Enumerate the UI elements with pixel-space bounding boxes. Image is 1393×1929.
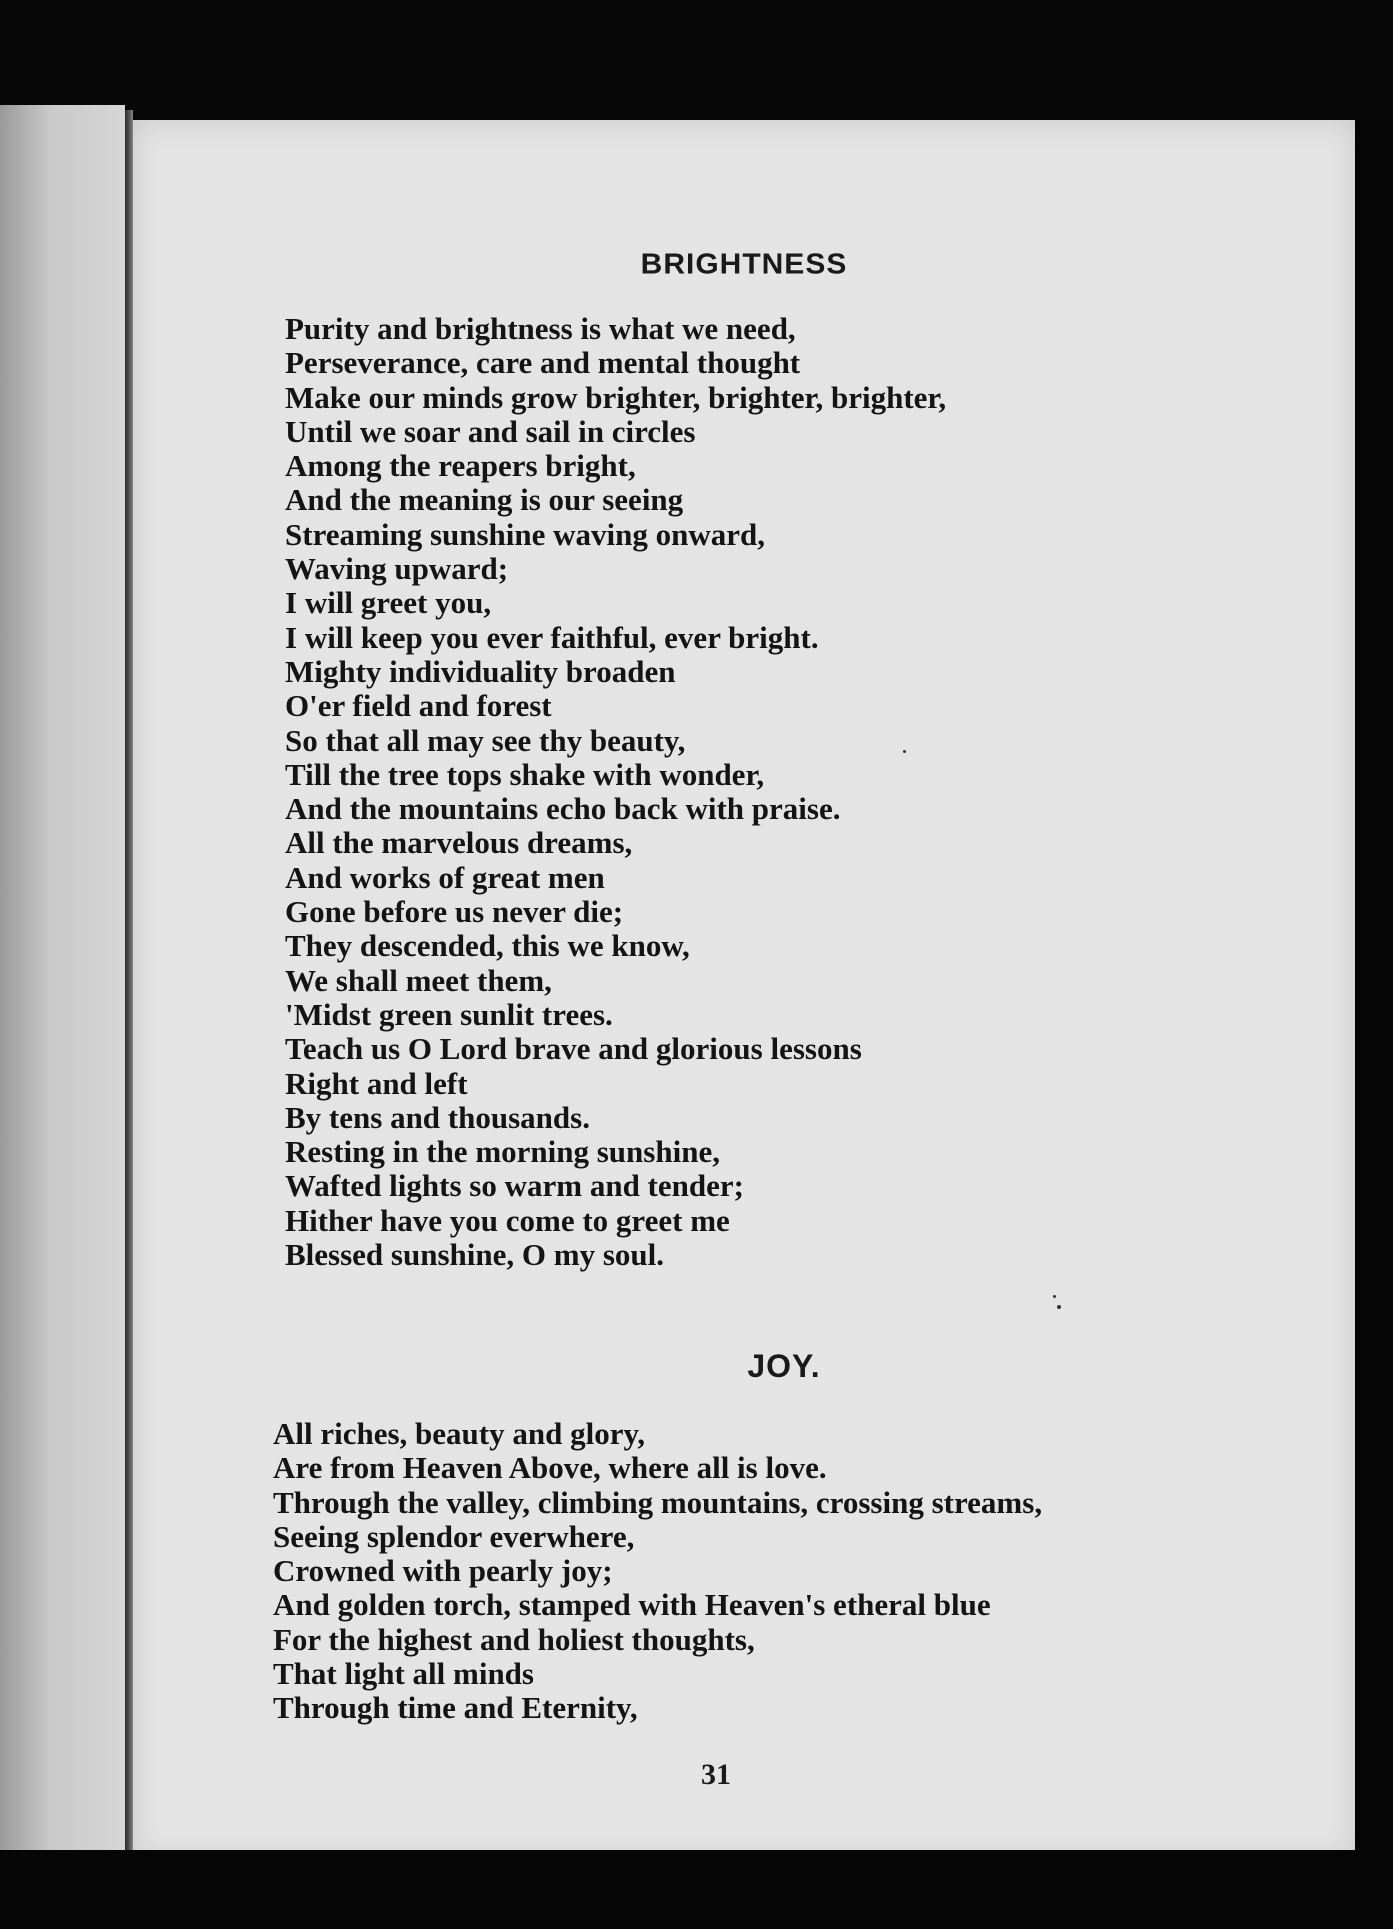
- poem-line: All riches, beauty and glory,: [273, 1416, 646, 1451]
- poem-line: By tens and thousands.: [285, 1099, 590, 1135]
- poem-line: And the mountains echo back with praise.: [285, 791, 841, 827]
- poem-line: Blessed sunshine, O my soul.: [285, 1237, 664, 1273]
- poem-line: And the meaning is our seeing: [285, 482, 684, 518]
- poem-line: Streaming sunshine waving onward,: [285, 516, 766, 552]
- poem-line: Through the valley, climbing mountains, crossing streams,: [273, 1484, 1043, 1520]
- poem-line: Are from Heaven Above, where all is love.: [273, 1450, 827, 1486]
- print-speck: [903, 750, 906, 753]
- poem-line: And golden torch, stamped with Heaven's etheral blue: [273, 1587, 991, 1623]
- poem-line: Right and left: [285, 1065, 468, 1101]
- page-number: 31: [701, 1758, 731, 1791]
- book-page: [133, 120, 1355, 1860]
- print-speck: [1053, 1295, 1056, 1298]
- scan-bottom-border: [0, 1850, 1393, 1929]
- poem-line: Teach us O Lord brave and glorious lessons: [285, 1031, 862, 1067]
- poem-title-brightness: BRIGHTNESS: [640, 248, 848, 281]
- poem-line: I will keep you ever faithful, ever bright.: [285, 619, 819, 655]
- poem-line: Seeing splendor everwhere,: [273, 1518, 635, 1554]
- poem-line: Among the reapers bright,: [285, 448, 636, 484]
- poem-line: Till the tree tops shake with wonder,: [285, 756, 765, 792]
- poem-line: Waving upward;: [285, 551, 509, 587]
- poem-line: Make our minds grow brighter, brighter, brighter,: [285, 379, 947, 415]
- poem-joy-body: [273, 1417, 1042, 1726]
- poem-line: Resting in the morning sunshine,: [285, 1134, 720, 1170]
- poem-line: For the highest and holiest thoughts,: [273, 1621, 755, 1657]
- poem-line: Wafted lights so warm and tender;: [285, 1168, 744, 1204]
- poem-line: 'Midst green sunlit trees.: [285, 996, 613, 1032]
- poem-line: Perseverance, care and mental thought: [285, 345, 801, 381]
- poem-line: Hither have you come to greet me: [285, 1202, 730, 1238]
- poem-line: All the marvelous dreams,: [285, 825, 633, 861]
- poem-line: O'er field and forest: [285, 688, 552, 724]
- poem-title-joy: JOY.: [747, 1348, 821, 1384]
- poem-line: They descended, this we know,: [285, 928, 690, 964]
- poem-line: So that all may see thy beauty,: [285, 722, 686, 758]
- scan-right-border: [1355, 120, 1393, 1860]
- poem-line: Gone before us never die;: [285, 894, 624, 930]
- book-spine: [125, 110, 133, 1850]
- poem-line: Through time and Eternity,: [273, 1690, 638, 1726]
- poem-line: Purity and brightness is what we need,: [285, 311, 796, 346]
- poem-line: Mighty individuality broaden: [285, 653, 676, 689]
- poem-line: That light all minds: [273, 1656, 534, 1692]
- poem-line: Crowned with pearly joy;: [273, 1553, 613, 1589]
- poem-line: Until we soar and sail in circles: [285, 413, 696, 449]
- poem-line: And works of great men: [285, 859, 605, 895]
- print-speck: [1057, 1305, 1061, 1309]
- poem-line: I will greet you,: [285, 585, 492, 621]
- facing-page-edge: [0, 105, 125, 1850]
- poem-line: We shall meet them,: [285, 962, 552, 998]
- poem-brightness-body: [285, 312, 946, 1272]
